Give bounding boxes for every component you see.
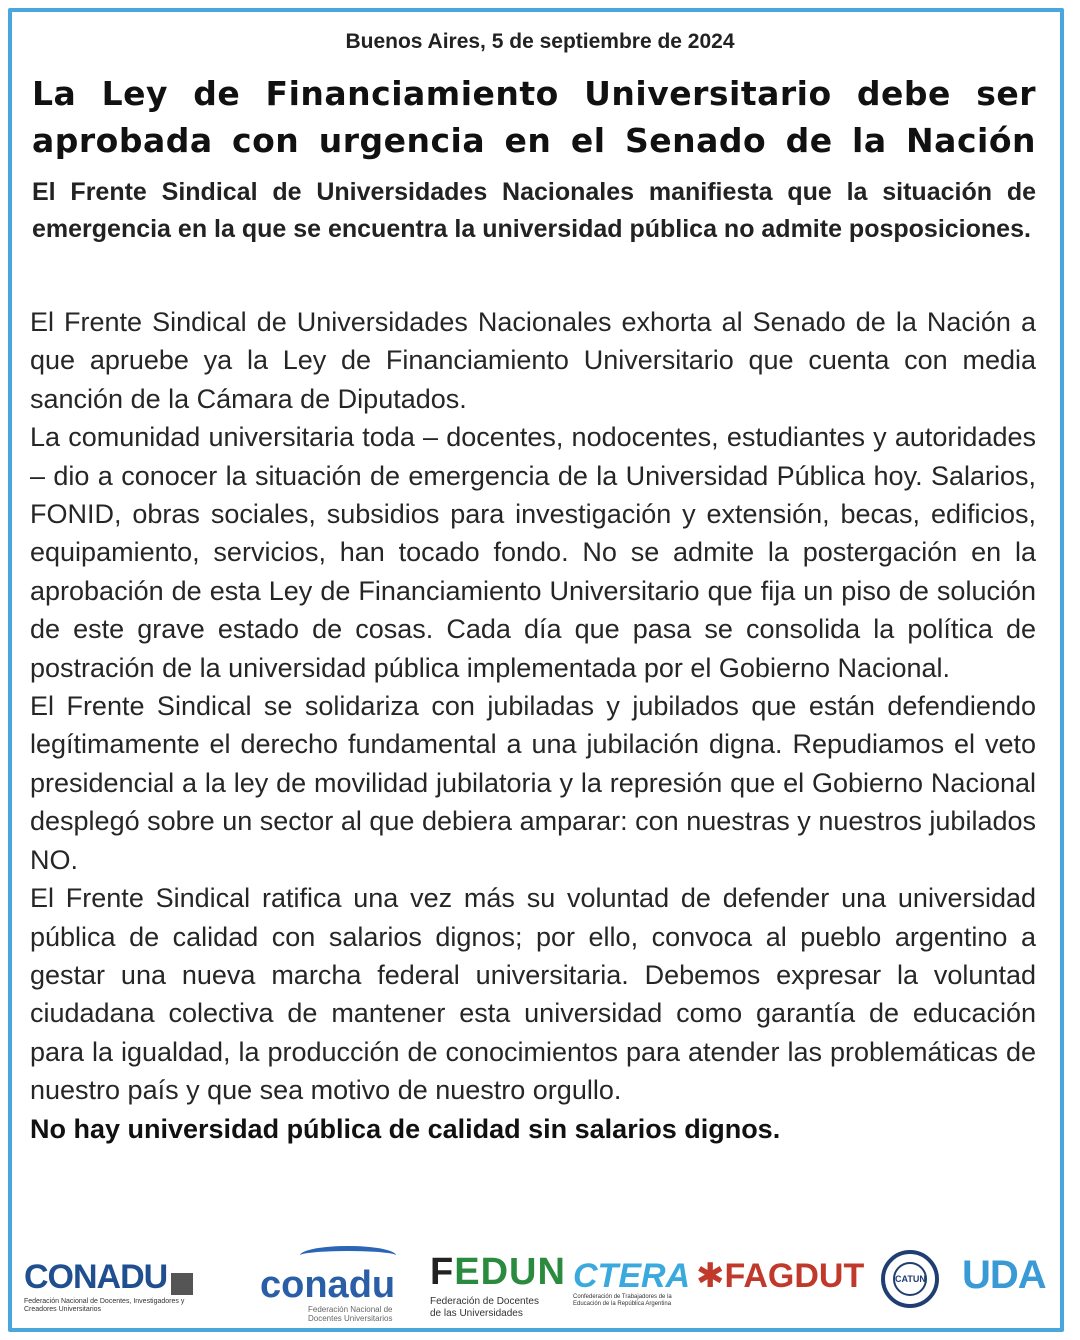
body-paragraph-2: La comunidad universitaria toda – docentes, nodocentes, estudiantes y autoridades – dio a conocer la situación de emergencia de la Universidad Pública hoy. Salarios, FONID, obras sociales, subsidios para investigación y extensión, becas, edificios, equipamiento, servicios, han tocado fondo. No se admite la postergación en la aprobación de esta Ley de Financiamiento Universitario que fija un piso de solución de este grave estado de cosas. Cada día que pasa se consolida la política de postración de la universidad pública implementada por el Gobierno Nacional. [30, 422, 1036, 683]
conadu-historica-logo [24, 1258, 194, 1314]
fagdut-logo [696, 1258, 864, 1294]
title-line-2: aprobada con urgencia en el Senado de la Nación [32, 121, 1036, 160]
conadu-h-logo-mark [171, 1273, 193, 1295]
fedun-logo-subtitle-2: de las Universidades [430, 1308, 523, 1319]
conadu-logo [260, 1246, 418, 1323]
conadu-h-logo-subtitle: Federación Nacional de Docentes, Investigadores y Creadores Universitarios [24, 1298, 185, 1313]
ctera-logo-subtitle: Confederación de Trabajadores de la Educación de la República Argentina [573, 1294, 672, 1307]
fagdut-logo-name: ✱FAGDUT [696, 1257, 865, 1295]
ctera-logo [573, 1258, 690, 1308]
title-line-1: La Ley de Financiamiento Universitario debe ser [32, 74, 1036, 113]
closing-statement: No hay universidad pública de calidad sin salarios dignos. [30, 1113, 781, 1144]
fedun-logo-subtitle-1: Federación de Docentes [430, 1296, 539, 1307]
ctera-logo-name: CTERA [573, 1257, 691, 1295]
body-paragraph-1: El Frente Sindical de Universidades Nacionales exhorta al Senado de la Nación a que apruebe ya la Ley de Financiamiento Universitario que cuenta con media sanción de la Cámara de Diputados. [30, 307, 1036, 414]
conadu-arc-icon [300, 1246, 396, 1265]
document-date: Buenos Aires, 5 de septiembre de 2024 [345, 30, 735, 53]
fedun-logo [430, 1252, 566, 1320]
fedun-f-icon: F [430, 1251, 455, 1293]
document-body [30, 303, 1036, 1148]
body-paragraph-4: El Frente Sindical ratifica una vez más su voluntad de defender una universidad pública de calidad con salarios dignos; por ello, convoca al pueblo argentino a gestar una nueva marcha federal universitaria. Debemos expresar la voluntad ciudadana colectiva de mantener esta universidad como garantía de educación para la igualdad, la producción de conocimientos para atender las problemáticas de nuestro país y que sea motivo de nuestro orgullo. [30, 883, 1036, 1106]
document-title [32, 70, 1036, 164]
union-logos-strip [18, 1238, 1058, 1328]
conadu-logo-subtitle: Federación Nacional de Docentes Universitarios [308, 1305, 393, 1323]
conadu-h-logo-name: CONADU [24, 1258, 168, 1296]
conadu-logo-name: conadu [260, 1264, 396, 1306]
catun-seal-logo [881, 1250, 939, 1308]
uda-logo [962, 1254, 1046, 1296]
intro-paragraph: El Frente Sindical de Universidades Nacionales manifiesta que la situación de emergencia en la que se encuentra la universidad pública no admite posposiciones. [32, 178, 1036, 243]
uda-logo-name: UDA [962, 1253, 1046, 1297]
body-paragraph-3: El Frente Sindical se solidariza con jubiladas y jubilados que están defendiendo legítimamente el derecho fundamental a una jubilación digna. Repudiamos el veto presidencial a la ley de movilidad jubilatoria y la represión que el Gobierno Nacional desplegó sobre un sector al que debiera amparar: con nuestras y nuestros jubilados NO. [30, 691, 1036, 875]
catun-logo-name: CATUN [893, 1262, 927, 1296]
fedun-logo-name: EDUN [454, 1251, 566, 1293]
